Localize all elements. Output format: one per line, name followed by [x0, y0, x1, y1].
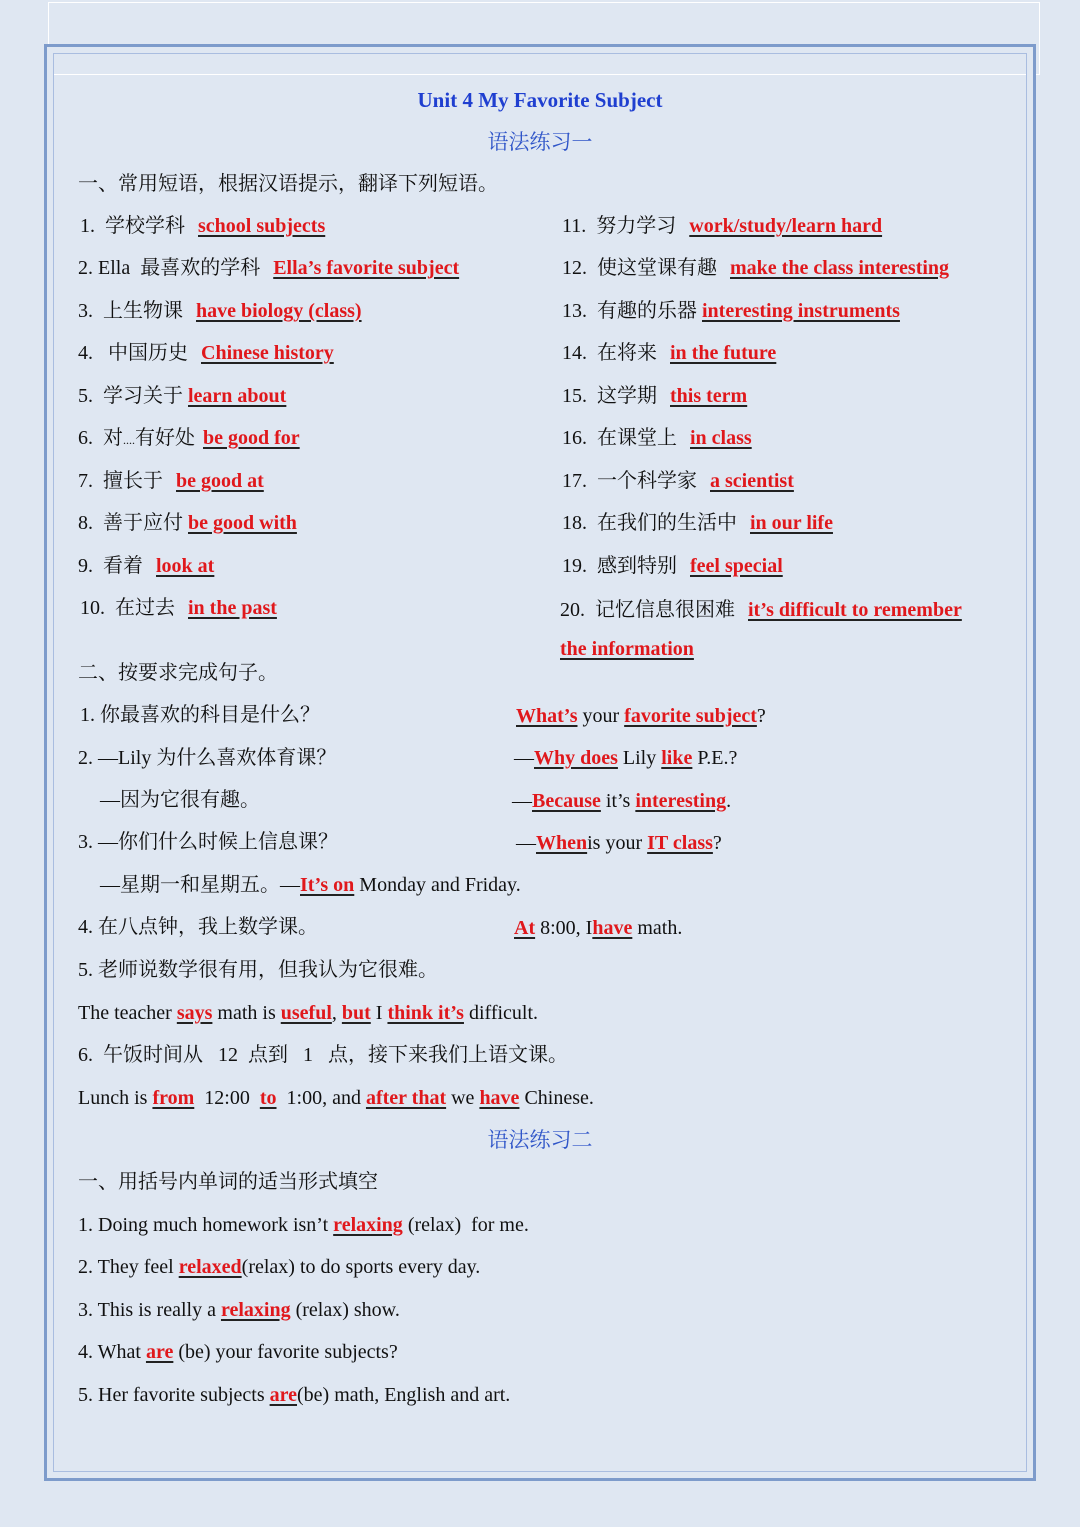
phrase-answer: have biology (class) [196, 300, 362, 322]
sentence-prompt: 4. 在八点钟，我上数学课。 [78, 916, 318, 938]
phrase-answer: in our life [750, 512, 833, 534]
phrase-item: 18. 在我们的生活中 in our life [562, 512, 833, 534]
sentence-prompt: 5. 老师说数学很有用，但我认为它很难。 [78, 959, 438, 981]
phrase-answer: work/study/learn hard [689, 215, 883, 237]
phrase-item: 5. 学习关于 learn about [78, 385, 287, 407]
sentence-answer: —Whenis your IT class? [516, 832, 722, 854]
sentence-answer: Lunch is from 12:00 to 1:00, and after that we have Chinese. [78, 1087, 594, 1109]
phrase-item: 6. 对....有好处 be good for [78, 427, 300, 449]
page-title: Unit 4 My Favorite Subject [417, 88, 663, 112]
section-one-heading: 一、常用短语，根据汉语提示，翻译下列短语。 [78, 173, 498, 195]
section-fill-heading: 一、用括号内单词的适当形式填空 [78, 1171, 378, 1193]
phrase-item: 12. 使这堂课有趣 make the class interesting [562, 257, 950, 279]
phrase-answer: Chinese history [201, 342, 334, 364]
fill-item: 2. They feel relaxed(relax) to do sports every day. [78, 1256, 481, 1278]
phrase-answer: school subjects [198, 215, 326, 237]
phrase-item: 8. 善于应付 be good with [78, 512, 297, 534]
phrase-item: 7. 擅长于 be good at [78, 470, 264, 492]
phrase-answer: make the class interesting [730, 257, 950, 279]
phrase-answer: the information [560, 638, 694, 660]
phrase-answer: in the future [670, 342, 777, 364]
fill-item: 1. Doing much homework isn’t relaxing (relax) for me. [78, 1214, 529, 1236]
phrase-answer: be good with [188, 512, 297, 534]
sentence-prompt: 3. —你们什么时候上信息课？ [78, 831, 338, 853]
phrase-answer: feel special [690, 555, 783, 577]
fill-item: 4. What are (be) your favorite subjects? [78, 1341, 398, 1363]
sentence-answer: What’s your favorite subject? [516, 705, 766, 727]
phrase-item-continued [560, 635, 694, 663]
phrase-item: 19. 感到特别 feel special [562, 555, 783, 577]
phrase-item: 4. 中国历史 Chinese history [78, 342, 334, 364]
phrase-item: 14. 在将来 in the future [562, 342, 777, 364]
fill-item: 5. Her favorite subjects are(be) math, English and art. [78, 1384, 511, 1406]
phrase-item: 20. 记忆信息很困难 it’s difficult to remember [560, 599, 962, 621]
phrase-answer: in the past [188, 597, 277, 619]
phrase-answer: it’s difficult to remember [748, 599, 962, 621]
phrase-answer: learn about [188, 385, 287, 407]
phrase-item: 9. 看着 look at [78, 555, 215, 577]
section-two-heading: 二、按要求完成句子。 [78, 662, 278, 684]
sentence-answer: The teacher says math is useful, but I think it’s difficult. [78, 1002, 539, 1024]
phrase-answer: look at [156, 555, 215, 577]
practice-one-heading: 语法练习一 [487, 130, 593, 154]
fill-item: 3. This is really a relaxing (relax) show. [78, 1299, 400, 1321]
phrase-item: 15. 这学期 this term [562, 385, 748, 407]
phrase-item: 2. Ella 最喜欢的学科 Ella’s favorite subject [78, 257, 460, 279]
phrase-item: 13. 有趣的乐器 interesting instruments [562, 300, 900, 322]
phrase-item: 17. 一个科学家 a scientist [562, 470, 794, 492]
phrase-item: 3. 上生物课 have biology (class) [78, 300, 362, 322]
sentence-answer: At 8:00, Ihave math. [514, 917, 683, 939]
practice-two-heading: 语法练习二 [487, 1128, 593, 1152]
phrase-answer: in class [690, 427, 752, 449]
sentence-prompt: 1. 你最喜欢的科目是什么？ [80, 704, 320, 726]
phrase-item: 1. 学校学科 school subjects [80, 215, 326, 237]
phrase-answer: this term [670, 385, 748, 407]
phrase-answer: a scientist [710, 470, 794, 492]
phrase-answer: be good for [203, 427, 300, 449]
sentence-answer: —Because it’s interesting. [512, 790, 732, 812]
sentence-answer: —Why does Lily like P.E.? [514, 747, 738, 769]
phrase-item: 10. 在过去 in the past [80, 597, 277, 619]
sentence-prompt: 6. 午饭时间从 12 点到 1 点，接下来我们上语文课。 [78, 1044, 568, 1066]
sentence-prompt: 2. —Lily 为什么喜欢体育课？ [78, 747, 337, 769]
phrase-answer: interesting instruments [702, 300, 900, 322]
phrase-item: 16. 在课堂上 in class [562, 427, 752, 449]
sentence-prompt: —因为它很有趣。 [100, 789, 260, 811]
phrase-answer: be good at [176, 470, 264, 492]
sentence-prompt-answer: —星期一和星期五。—It’s on Monday and Friday. [100, 874, 521, 896]
phrase-answer: Ella’s favorite subject [273, 257, 460, 279]
phrase-item: 11. 努力学习 work/study/learn hard [562, 215, 883, 237]
